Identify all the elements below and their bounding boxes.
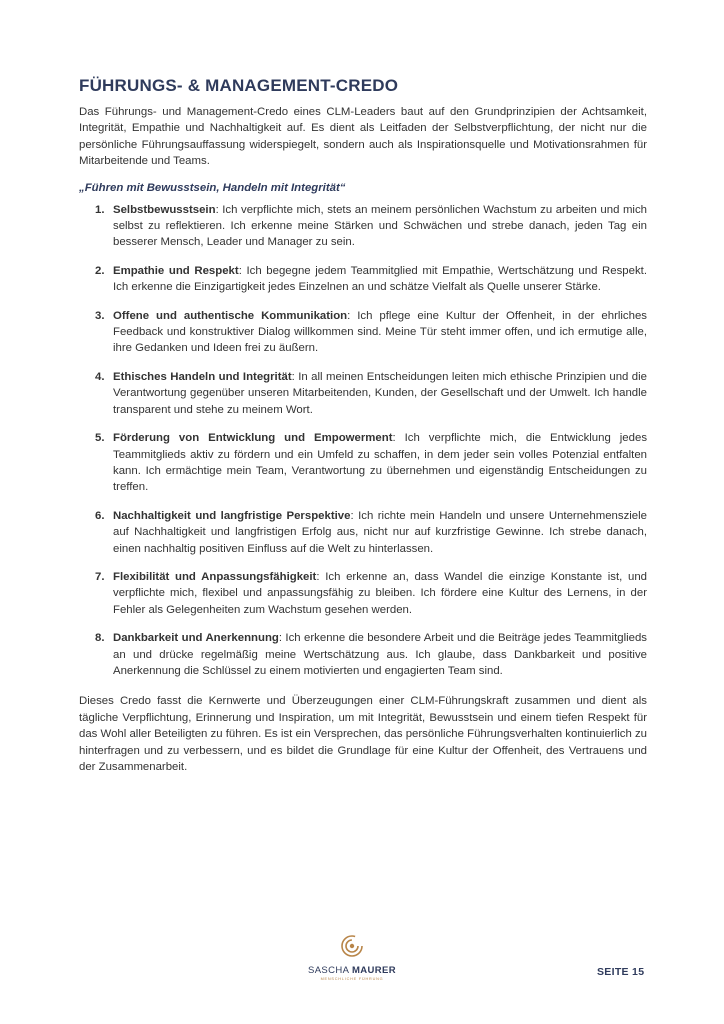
item-body: [113, 430, 647, 496]
item-title: Offene und authentische Kommunikation: [113, 309, 348, 322]
logo-first-name: SASCHA: [307, 965, 349, 976]
brand-logo: [302, 934, 402, 981]
item-title: Nachhaltigkeit und langfristige Perspektive: [113, 509, 351, 522]
item-body: [113, 263, 647, 296]
item-number: 5.: [95, 432, 105, 445]
list-item: [95, 630, 647, 679]
item-number: 8.: [95, 632, 105, 645]
item-description: : Ich verpflichte mich, die Entwicklung jedes Teammitglieds aktiv zu fördern und ein Umfeld zu schaffen, in dem jeder sein volles Potenzial entfalten kann. Ich ermächtige mein Team, Verantwortung zu übernehmen und eigenständig Entscheidungen zu treffen.: [113, 432, 648, 494]
item-body: [113, 508, 647, 557]
credo-list: [79, 202, 647, 680]
list-item: [95, 263, 647, 296]
item-description: : In all meinen Entscheidungen leiten mich ethische Prinzipien und die Verantwortung gegenüber unseren Mitarbeitenden, Kunden, der Gesellschaft und der Umwelt. Ich handle transparent und stehe zu meinem Wort.: [113, 370, 647, 416]
page-title: FÜHRUNGS- & MANAGEMENT-CREDO: [79, 76, 399, 95]
item-title: Selbstbewusstsein: [113, 203, 216, 216]
item-number: 2.: [95, 264, 105, 277]
item-description: : Ich erkenne die besondere Arbeit und die Beiträge jedes Teammitglieds an und drücke regelmäßig meine Wertschätzung aus. Ich glaube, dass Dankbarkeit und positive Anerkennung die Schlüssel zu einem motivierten und engagierten Team sind.: [113, 632, 647, 677]
item-body: [113, 369, 647, 418]
item-description: : Ich pflege eine Kultur der Offenheit, in der ehrliches Feedback und konstruktiver Dialog willkommen sind. Meine Tür steht immer offen, und ich ermutige alle, ihre Gedanken und Ideen frei zu äußern.: [113, 309, 647, 355]
item-body: [113, 630, 647, 679]
closing-paragraph: Dieses Credo fasst die Kernwerte und Überzeugungen einer CLM-Führungskraft zusammen und dient als tägliche Verpflichtung, Erinnerung und Inspiration, um mit Integrität, Bewusstsein und einem tiefen Respekt für das Wohl aller Beteiligten zu führen. Es ist ein Versprechen, das persönliche Führungsverhalten kontinuierlich zu hinterfragen und zu verbessern, und es bildet die Grundlage für eine Kultur der Offenheit, des Vertrauens und der Zusammenarbeit.: [79, 695, 647, 773]
list-item: [95, 202, 647, 251]
item-number: 3.: [95, 309, 105, 322]
list-item: [95, 369, 647, 418]
item-description: : Ich erkenne an, dass Wandel die einzige Konstante ist, und verpflichte mich, flexibel und anpassungsfähig zu bleiben. Ich fördere eine Kultur des Lernens, in der Fehler als Gelegenheiten zum Wachstum gesehen werden.: [113, 570, 647, 616]
page-number: SEITE 15: [597, 966, 645, 978]
item-description: : Ich verpflichte mich, stets an meinem persönlichen Wachstum zu arbeiten und mich selbst zu reflektieren. Ich erkenne meine Stärken und Schwächen und strebe danach, jeden Tag ein besserer Mensch, Leader und Manager zu sein.: [113, 203, 647, 249]
credo-motto: „Führen mit Bewusstsein, Handeln mit Integrität“: [79, 181, 346, 194]
list-item: [95, 308, 647, 357]
list-item: [95, 508, 647, 557]
logo-wordmark: [302, 965, 402, 976]
list-item: [95, 569, 647, 618]
item-number: 4.: [95, 370, 105, 383]
logo-tagline: MENSCHLICHE FÜHRUNG: [320, 977, 384, 981]
item-title: Ethisches Handeln und Integrität: [113, 370, 292, 383]
intro-paragraph: Das Führungs- und Management-Credo eines CLM-Leaders baut auf den Grundprinzipien der Achtsamkeit, Integrität, Empathie und Nachhaltigkeit auf. Es dient als Leitfaden der Selbstverpflichtung, der nicht nur die persönliche Führungsauffassung widerspiegelt, sondern auch als Inspirationsquelle und Motivationsrahmen für Mitarbeitende und Teams.: [79, 106, 647, 168]
item-description: : Ich richte mein Handeln und unsere Unternehmensziele auf Nachhaltigkeit und langfristigen Erfolg aus, nicht nur auf kurzfristige Gewinne. Ich strebe danach, einen nachhaltig positiven Einfluss auf die Welt zu hinterlassen.: [113, 509, 647, 555]
item-title: Dankbarkeit und Anerkennung: [113, 632, 279, 645]
item-title: Förderung von Entwicklung und Empowerment: [113, 432, 393, 445]
item-body: [113, 569, 647, 618]
item-number: 6.: [95, 509, 105, 522]
item-title: Empathie und Respekt: [113, 264, 239, 277]
item-body: [113, 308, 647, 357]
item-body: [113, 202, 647, 251]
item-description: : Ich begegne jedem Teammitglied mit Empathie, Wertschätzung und Respekt. Ich erkenne die Einzigartigkeit jedes Einzelnen an und schätze Vielfalt als Quelle unserer Stärke.: [113, 264, 647, 294]
item-title: Flexibilität und Anpassungsfähigkeit: [113, 570, 317, 583]
document-page: [79, 76, 647, 775]
logo-last-name: MAURER: [351, 965, 397, 976]
item-number: 7.: [95, 570, 105, 583]
spiral-logo-icon: [340, 934, 364, 958]
item-number: 1.: [95, 203, 105, 216]
list-item: [95, 430, 647, 496]
